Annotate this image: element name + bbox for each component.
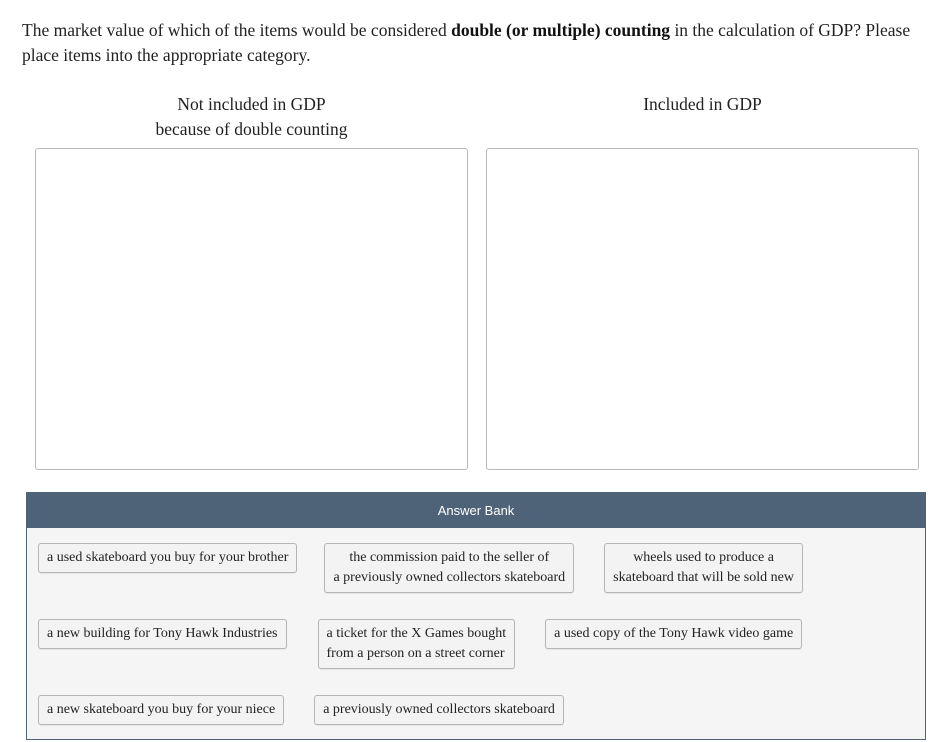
answer-chip[interactable] (314, 695, 564, 725)
answer-chip-text: a previously owned collectors skateboard (333, 570, 566, 585)
question-prefix: The market value of which of the items would be considered (22, 20, 452, 40)
category-header-not-included (35, 92, 468, 142)
question-emphasis: double (or multiple) counting (451, 20, 671, 40)
answer-bank-row (38, 619, 802, 669)
answer-chip-text: a ticket for the X Games bought (326, 626, 507, 641)
category-header-line: Included in GDP (643, 94, 762, 114)
answer-chip[interactable] (38, 543, 297, 573)
category-header-line: Not included in GDP (177, 94, 326, 114)
answer-chip-text: a new building for Tony Hawk Industries (47, 626, 278, 641)
answer-chip[interactable] (38, 695, 284, 725)
answer-chip-text: the commission paid to the seller of (349, 550, 550, 565)
drop-zone-included[interactable] (486, 148, 919, 470)
answer-chip[interactable] (545, 619, 802, 649)
category-header-included (486, 92, 919, 117)
answer-chip-text: wheels used to produce a (633, 550, 774, 565)
answer-chip-text: a new skateboard you buy for your niece (47, 702, 276, 717)
answer-chip[interactable] (318, 619, 516, 669)
answer-bank-row (38, 695, 564, 725)
drop-zone-not-included[interactable] (35, 148, 468, 470)
answer-chip-text: from a person on a street corner (326, 646, 505, 661)
category-header-line: because of double counting (155, 119, 348, 139)
answer-chip-text: a used copy of the Tony Hawk video game (554, 626, 794, 641)
answer-chip-text: a used skateboard you buy for your brother (47, 550, 289, 565)
answer-bank-title: Answer Bank (27, 493, 925, 528)
answer-bank (26, 492, 926, 740)
answer-chip[interactable] (604, 543, 803, 593)
answer-bank-row (38, 543, 803, 593)
question-suffix: in the calculation of GDP? Please place items into the appropriate category. (22, 20, 911, 65)
answer-chip-text: a previously owned collectors skateboard (323, 702, 555, 717)
answer-chip[interactable] (324, 543, 574, 593)
answer-chip[interactable] (38, 619, 287, 649)
answer-chip-text: skateboard that will be sold new (613, 570, 794, 585)
question-prompt (22, 18, 912, 68)
